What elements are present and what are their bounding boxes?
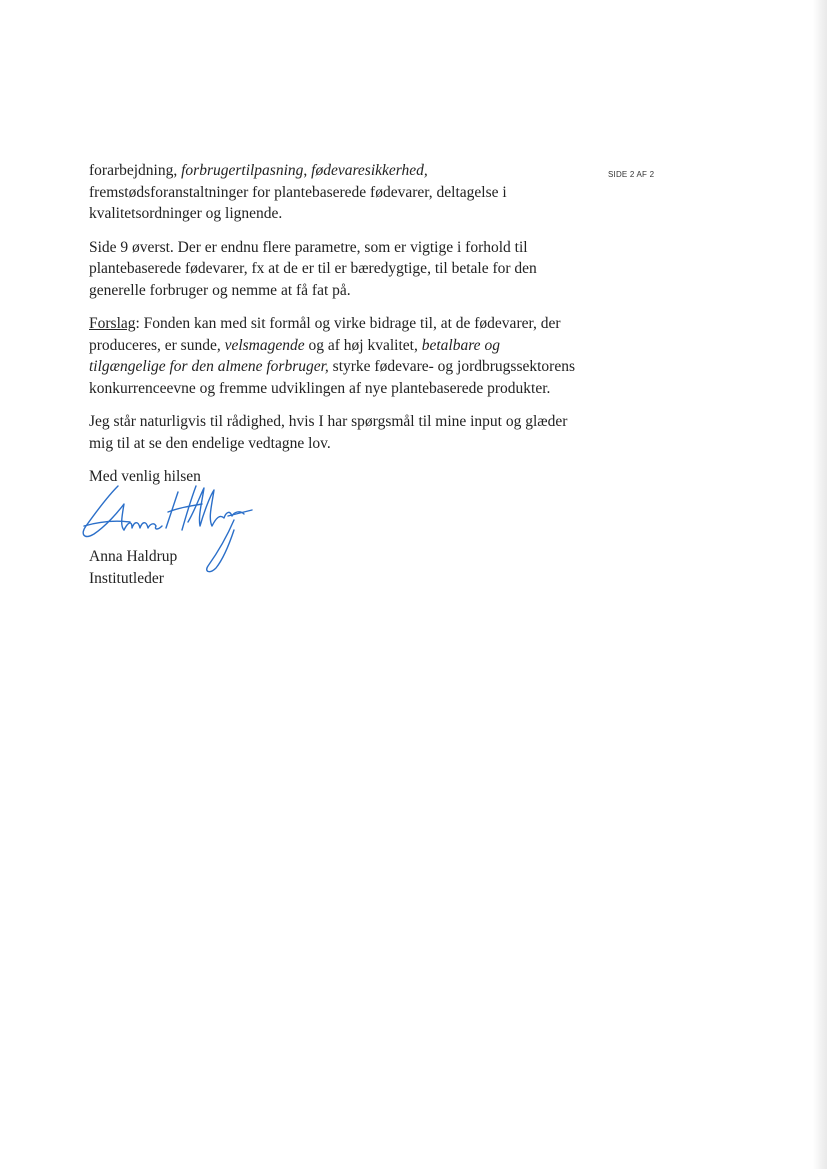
text-run-italic: fødevaresikkerhed, <box>311 162 428 179</box>
paragraph-1 <box>89 160 579 225</box>
text-run: og af høj kvalitet, <box>304 336 422 354</box>
letter-body <box>89 160 579 466</box>
handwritten-signature-icon <box>78 482 258 578</box>
text-run: , <box>303 162 312 179</box>
text-run: : Fonden kan med sit formål og virke bidrage til, at de fødevarer, der produceres, er sunde, <box>89 315 561 354</box>
text-run-italic: forbrugertilpasning <box>181 162 304 179</box>
text-run-italic: betalbare og tilgængelige for den almene forbruger, <box>89 336 500 375</box>
text-run: forarbejdning, <box>89 162 182 179</box>
closing-salutation: Med venlig hilsen <box>89 468 201 485</box>
paragraph-4 <box>89 411 579 454</box>
text-run-italic: velsmagende <box>224 336 305 354</box>
page-counter: SIDE 2 AF 2 <box>608 170 655 179</box>
text-run: fremstødsforanstaltninger for plantebaserede fødevarer, deltagelse i kvalitetsordninger og lignende. <box>89 183 507 222</box>
text-run: Jeg står naturligvis til rådighed, hvis I har spørgsmål til mine input og glæder mig til at se den endelige vedtagne lov. <box>89 413 568 452</box>
paragraph-3 <box>89 313 579 399</box>
text-run: styrke fødevare- og jordbrugssektorens konkurrenceevne og fremme udviklingen af nye plantebaserede produkter. <box>89 358 576 397</box>
scan-edge-shadow <box>813 0 827 1169</box>
text-run: Side 9 øverst. Der er endnu flere parametre, som er vigtige i forhold til plantebaserede fødevarer, fx at de er til er bæredygtige, til betale for den generelle forbruger og nemme at få fat på. <box>89 238 537 299</box>
text-run-underlined: Forslag <box>89 315 136 332</box>
paragraph-2 <box>89 237 579 302</box>
signer-title: Institutleder <box>89 569 164 587</box>
signer-name: Anna Haldrup <box>89 548 178 565</box>
